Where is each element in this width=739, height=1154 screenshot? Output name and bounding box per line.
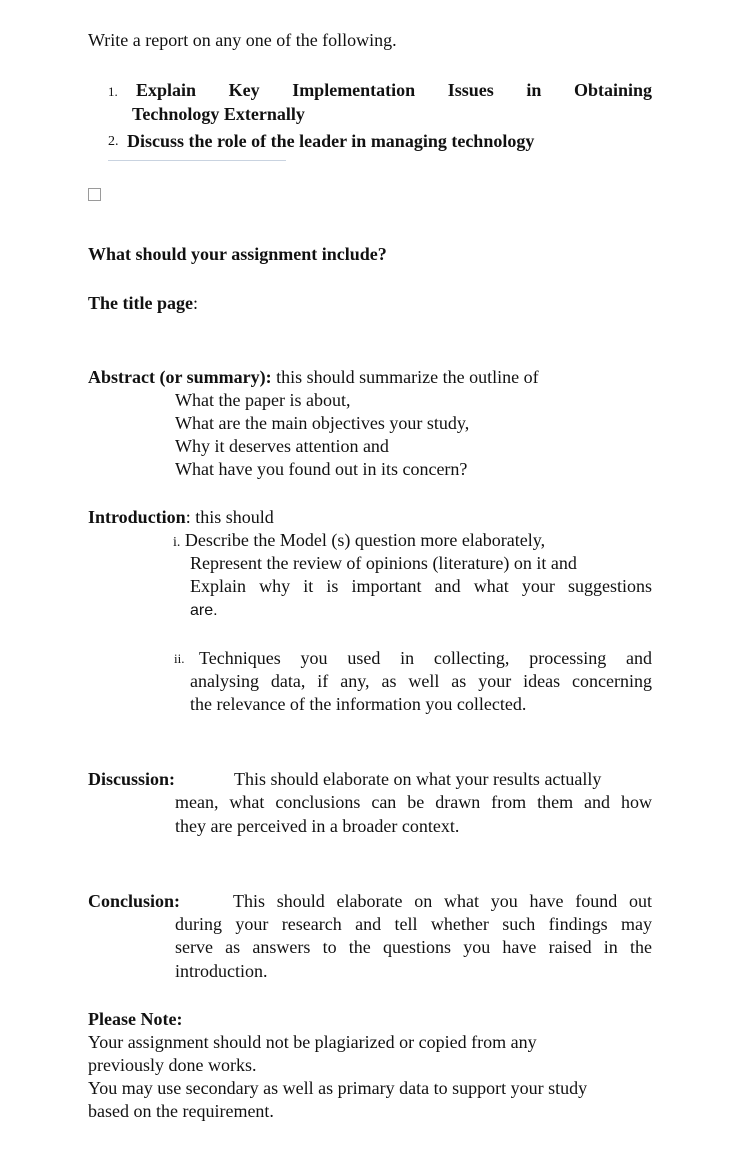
intro-item-i-line-4: are. [190, 602, 218, 619]
topic-1-line-2: Technology Externally [132, 104, 305, 124]
divider-line [108, 160, 286, 161]
discussion-line-1: This should elaborate on what your results actually [234, 769, 602, 789]
topic-2-number: 2. [108, 134, 119, 149]
title-page-label: The title page [88, 293, 193, 313]
abstract-line-1: What the paper is about, [175, 390, 351, 410]
note-line-1: Your assignment should not be plagiarized or copied from any [88, 1032, 537, 1052]
introduction-label: Introduction [88, 507, 186, 527]
topic-1-number: 1. [108, 84, 118, 99]
conclusion-line-2: during your research and tell whether such findings may [175, 914, 652, 934]
intro-item-ii-line-3: the relevance of the information you collected. [190, 694, 527, 714]
abstract-label: Abstract (or summary): [88, 367, 272, 387]
conclusion-line-3: serve as answers to the questions you have raised in the [175, 937, 652, 957]
conclusion-line-1: This should elaborate on what you have found out [233, 891, 652, 911]
discussion-label: Discussion: [88, 769, 176, 789]
note-line-4: based on the requirement. [88, 1101, 274, 1121]
intro-item-i-text: Describe the Model (s) question more elaborately, [180, 530, 546, 550]
section-question: What should your assignment include? [88, 244, 387, 264]
introduction-text: : this should [185, 507, 274, 527]
abstract-line-4: What have you found out in its concern? [175, 459, 468, 479]
discussion-line-3: they are perceived in a broader context. [175, 816, 460, 836]
intro-item-i-line-2: Represent the review of opinions (literature) on it and [190, 553, 577, 573]
intro-item-i-number: i. [173, 535, 181, 550]
introduction-heading [88, 506, 274, 529]
conclusion-label: Conclusion: [88, 891, 181, 911]
discussion-line-2: mean, what conclusions can be drawn from them and how [175, 792, 652, 812]
title-page-heading [88, 292, 198, 315]
intro-item-i-line-3: Explain why it is important and what your suggestions [190, 576, 652, 596]
checkbox[interactable] [88, 188, 101, 201]
intro-item-ii-line-2: analysing data, if any, as well as your ideas concerning [190, 671, 652, 691]
intro-item-i-line-1 [173, 529, 545, 554]
intro-line: Write a report on any one of the following. [88, 30, 397, 50]
note-line-3: You may use secondary as well as primary data to support your study [88, 1078, 588, 1098]
intro-item-ii-number: ii. [174, 651, 185, 666]
abstract-heading [88, 366, 539, 389]
note-label: Please Note: [88, 1009, 183, 1029]
conclusion-line-4: introduction. [175, 961, 268, 981]
intro-item-ii-line-1: Techniques you used in collecting, processing and [199, 648, 652, 668]
abstract-line-2: What are the main objectives your study, [175, 413, 470, 433]
topic-1-line-1: Explain Key Implementation Issues in Obtaining [136, 80, 652, 100]
abstract-line-3: Why it deserves attention and [175, 436, 389, 456]
topic-2-text: Discuss the role of the leader in managing technology [127, 131, 535, 151]
title-page-colon: : [193, 293, 199, 313]
note-line-2: previously done works. [88, 1055, 257, 1075]
abstract-text: this should summarize the outline of [271, 367, 539, 387]
